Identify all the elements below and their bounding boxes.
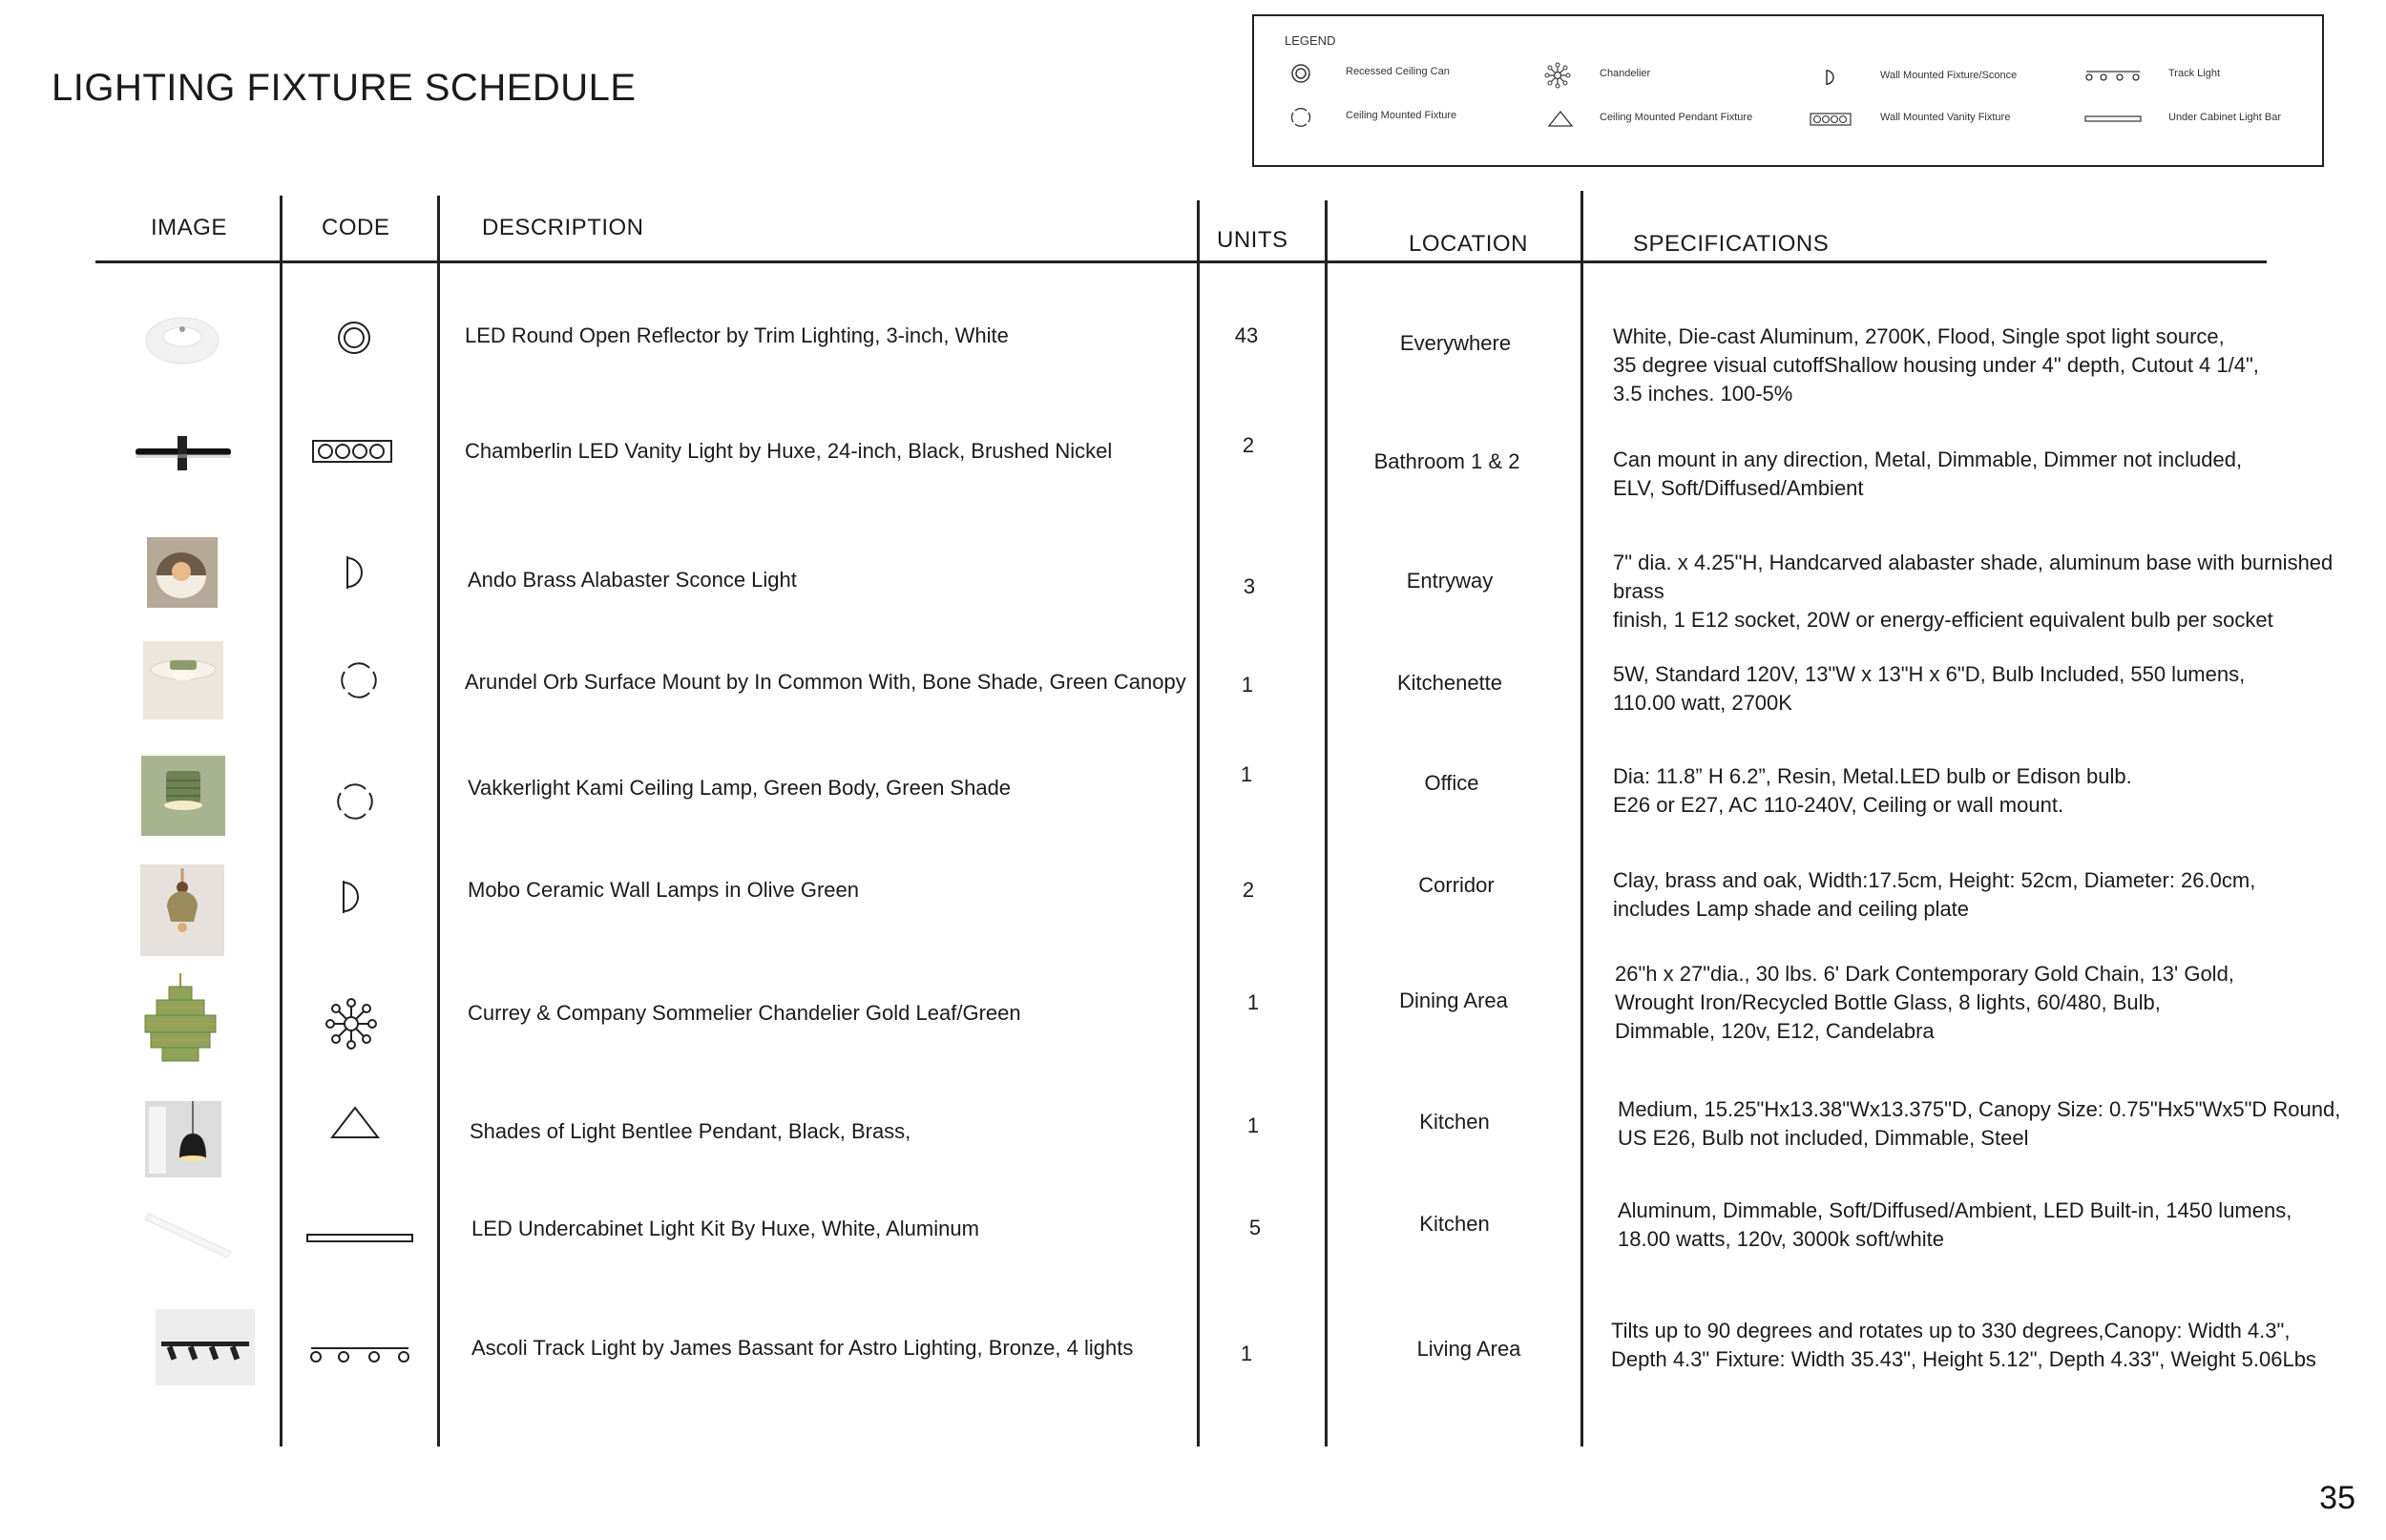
row-location: Bathroom 1 & 2 — [1373, 449, 1520, 473]
row-specifications: Medium, 15.25"Hx13.38"Wx13.375"D, Canopy Size: 0.75"Hx5"Wx5"D Round, US E26, Bulb not included, Dimmable, Steel — [1618, 1097, 2341, 1150]
row-location: Living Area — [1416, 1337, 1521, 1361]
page-title: LIGHTING FIXTURE SCHEDULE — [52, 67, 637, 109]
row-units: 1 — [1246, 1113, 1260, 1137]
ceiling-mount-icon — [1290, 107, 1311, 128]
legend-label: Chandelier — [1600, 68, 1651, 79]
wall-lamp-thumb — [140, 864, 224, 956]
row-specifications: Aluminum, Dimmable, Soft/Diffused/Ambient, LED Built-in, 1450 lumens, 18.00 watts, 120v, 3000k soft/white — [1618, 1198, 2292, 1251]
column-divider — [1580, 191, 1583, 1446]
header-location: LOCATION — [1409, 231, 1528, 257]
header-image: IMAGE — [151, 215, 227, 240]
row-units: 1 — [1240, 762, 1253, 786]
row-specifications: Dia: 11.8” H 6.2”, Resin, Metal.LED bulb or Edison bulb. E26 or E27, AC 110-240V, Ceiling or wall mount. — [1613, 764, 2132, 817]
row-units: 43 — [1234, 323, 1259, 347]
ceiling-mount-icon — [336, 782, 374, 821]
legend-label: Recessed Ceiling Can — [1346, 66, 1450, 77]
vanity-icon — [1810, 113, 1852, 126]
row-specifications: Can mount in any direction, Metal, Dimmable, Dimmer not included, ELV, Soft/Diffused/Ambient — [1613, 447, 2243, 500]
header-specifications: SPECIFICATIONS — [1633, 231, 1830, 257]
row-location: Corridor — [1418, 873, 1495, 897]
light-bar-icon — [2084, 115, 2142, 123]
row-units: 2 — [1242, 878, 1255, 902]
row-specifications: 26"h x 27"dia., 30 lbs. 6' Dark Contemporary Gold Chain, 13' Gold, Wrought Iron/Recycled Bottle Glass, 8 lights, 60/480, Bulb, Dimmable, 120v, E12, Candelabra — [1615, 962, 2234, 1043]
page-number: 35 — [2319, 1480, 2355, 1516]
header-rule — [95, 260, 2267, 263]
row-specifications: White, Die-cast Aluminum, 2700K, Flood, Single spot light source, 35 degree visual cutoffShallow housing under 4" depth, Cutout 4 1/4", 3.5 inches. 100-5% — [1613, 324, 2259, 406]
row-description: Ascoli Track Light by James Bassant for Astro Lighting, Bronze, 4 lights — [471, 1336, 1134, 1360]
vanity-light-thumb — [134, 425, 235, 480]
column-divider — [437, 196, 440, 1446]
recessed-can-icon — [336, 320, 372, 356]
pendant-icon — [1547, 110, 1574, 129]
legend-label: Under Cabinet Light Bar — [2168, 112, 2282, 123]
row-location: Kitchenette — [1396, 671, 1503, 695]
row-units: 5 — [1248, 1216, 1262, 1239]
row-location: Dining Area — [1399, 989, 1508, 1012]
row-location: Kitchen — [1419, 1212, 1490, 1236]
header-code: CODE — [322, 215, 390, 240]
row-units: 1 — [1241, 673, 1254, 697]
ceiling-mount-icon — [340, 661, 378, 699]
light-bar-icon — [305, 1233, 414, 1244]
legend-label: Track Light — [2168, 68, 2221, 79]
header-units: UNITS — [1217, 227, 1288, 253]
undercabinet-thumb — [143, 1204, 237, 1261]
legend-box — [1252, 14, 2324, 167]
row-description: LED Undercabinet Light Kit By Huxe, White, Aluminum — [471, 1217, 979, 1240]
row-units: 3 — [1243, 574, 1256, 598]
row-description: Currey & Company Sommelier Chandelier Gold Leaf/Green — [468, 1001, 1021, 1025]
row-location: Kitchen — [1419, 1110, 1490, 1134]
legend-label: Ceiling Mounted Fixture — [1346, 110, 1457, 121]
track-light-icon — [2084, 68, 2142, 83]
pendant-thumb — [145, 1101, 221, 1177]
recessed-can-icon — [1290, 63, 1311, 84]
row-description: Mobo Ceramic Wall Lamps in Olive Green — [468, 878, 859, 902]
row-specifications: Tilts up to 90 degrees and rotates up to 330 degrees,Canopy: Width 4.3", Depth 4.3" Fixture: Width 35.43", Height 5.12", Depth 4.33", Weight 5.06Lbs — [1611, 1319, 2316, 1371]
sconce-icon — [1821, 67, 1842, 88]
chandelier-thumb — [137, 973, 223, 1069]
column-divider — [1197, 200, 1200, 1446]
sconce-icon — [340, 553, 378, 592]
row-specifications: Clay, brass and oak, Width:17.5cm, Height: 52cm, Diameter: 26.0cm, includes Lamp shade and ceiling plate — [1613, 868, 2256, 921]
row-description: Arundel Orb Surface Mount by In Common With, Bone Shade, Green Canopy — [465, 670, 1186, 694]
row-specifications: 5W, Standard 120V, 13"W x 13"H x 6"D, Bulb Included, 550 lumens, 110.00 watt, 2700K — [1613, 662, 2246, 715]
row-location: Entryway — [1406, 569, 1494, 593]
vanity-icon — [311, 439, 393, 464]
row-units: 2 — [1242, 433, 1255, 457]
row-description: Vakkerlight Kami Ceiling Lamp, Green Body, Green Shade — [468, 776, 1012, 800]
ceiling-lamp-thumb — [141, 756, 225, 836]
row-units: 1 — [1246, 990, 1260, 1014]
pendant-icon — [328, 1105, 382, 1141]
legend-label: Wall Mounted Fixture/Sconce — [1880, 70, 2018, 81]
surface-mount-thumb — [143, 641, 223, 719]
header-description: DESCRIPTION — [482, 215, 644, 240]
column-divider — [1325, 200, 1328, 1446]
sconce-icon — [336, 878, 374, 916]
row-location: Everywhere — [1399, 331, 1512, 355]
recessed-light-thumb — [143, 310, 221, 367]
row-description: Ando Brass Alabaster Sconce Light — [468, 568, 797, 592]
track-light-icon — [307, 1343, 412, 1364]
chandelier-icon — [324, 997, 378, 1051]
legend-label: Ceiling Mounted Pendant Fixture — [1600, 112, 1753, 123]
legend-label: Wall Mounted Vanity Fixture — [1880, 112, 2011, 123]
row-description: LED Round Open Reflector by Trim Lighting, 3-inch, White — [465, 323, 1009, 347]
row-description: Shades of Light Bentlee Pendant, Black, Brass, — [470, 1119, 911, 1143]
legend-title: LEGEND — [1285, 33, 1336, 48]
row-specifications: 7" dia. x 4.25"H, Handcarved alabaster shade, aluminum base with burnished brass finish, 1 E12 socket, 20W or energy-efficient equivalent bulb per socket — [1613, 551, 2334, 632]
chandelier-icon — [1544, 62, 1571, 89]
row-units: 1 — [1240, 1342, 1253, 1365]
track-light-thumb — [156, 1309, 255, 1385]
row-location: Office — [1424, 771, 1479, 795]
sconce-thumb — [147, 537, 218, 608]
row-description: Chamberlin LED Vanity Light by Huxe, 24-inch, Black, Brushed Nickel — [465, 439, 1113, 463]
column-divider — [280, 196, 283, 1446]
